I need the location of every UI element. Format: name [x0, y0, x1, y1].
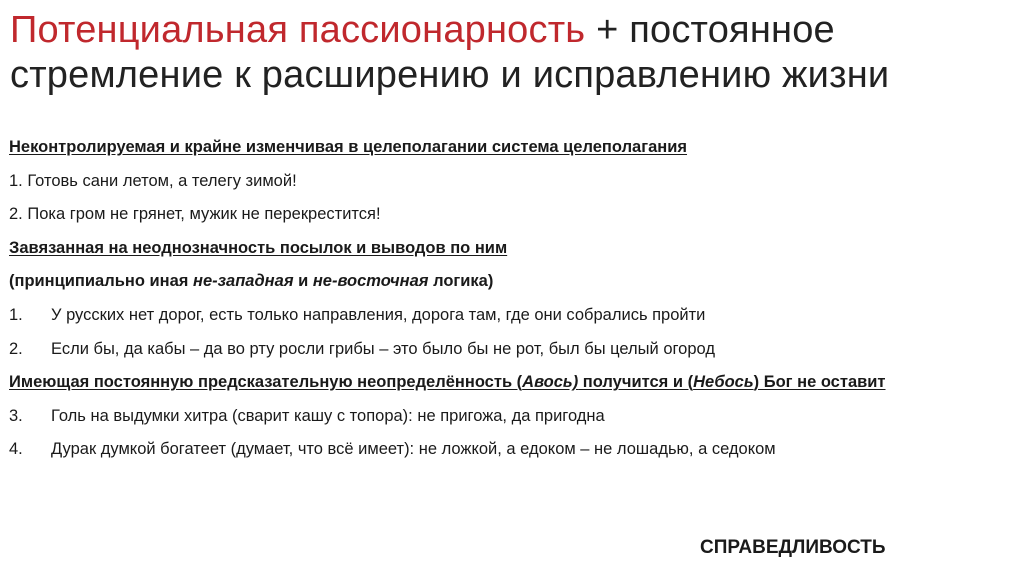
item-text: Голь на выдумки хитра (сварит кашу с топора): не пригожа, да пригодна: [51, 406, 605, 425]
section2-heading: Завязанная на неоднозначность посылок и выводов по ним: [9, 238, 508, 257]
subheading-open: (принципиально иная: [9, 272, 193, 291]
heading-part-c: ) Бог не оставит: [753, 373, 886, 392]
subheading-em-2: не-восточная: [312, 272, 429, 291]
subheading-close: логика): [428, 272, 494, 291]
section2-item-1: [9, 299, 1014, 333]
section1-item-1: 1. Готовь сани летом, а телегу зимой!: [9, 171, 297, 190]
item-number: 2.: [9, 339, 23, 358]
section3-heading: [9, 366, 1014, 400]
section2-subheading: [9, 265, 1014, 299]
section1-item-2: 2. Пока гром не грянет, мужик не перекрестится!: [9, 205, 381, 224]
heading-part-b: получится и (: [578, 373, 694, 392]
subheading-mid: и: [293, 272, 313, 291]
title-rest: + постоянное стремление к расширению и исправлению жизни: [10, 9, 890, 96]
section1-heading: Неконтролируемая и крайне изменчивая в целеполагании система целеполагания: [9, 138, 688, 156]
section3-item-3: [9, 400, 1014, 434]
item-number: 3.: [9, 406, 23, 425]
item-number: 1.: [9, 305, 23, 324]
item-number: 4.: [9, 440, 23, 459]
item-text: Если бы, да кабы – да во рту росли грибы – это было бы не рот, был бы целый огород: [51, 339, 715, 358]
footer-label: СПРАВЕДЛИВОСТЬ: [700, 537, 886, 558]
heading-em-2: Небось: [693, 373, 754, 392]
section3-item-4: [9, 433, 1014, 467]
title-accent: Потенциальная пассионарность: [10, 9, 586, 51]
section2-item-2: [9, 333, 1014, 367]
item-text: У русских нет дорог, есть только направления, дорога там, где они собрались пройти: [51, 305, 706, 324]
subheading-em-1: не-западная: [192, 272, 294, 291]
item-text: Дурак думкой богатеет (думает, что всё имеет): не ложкой, а едоком – не лошадью, а седоком: [51, 440, 776, 459]
heading-em-1: Авось): [522, 373, 579, 392]
heading-part-a: Имеющая постоянную предсказательную неопределённость (: [9, 373, 523, 392]
slide-title: [10, 8, 1015, 98]
slide-content: [9, 131, 1014, 467]
